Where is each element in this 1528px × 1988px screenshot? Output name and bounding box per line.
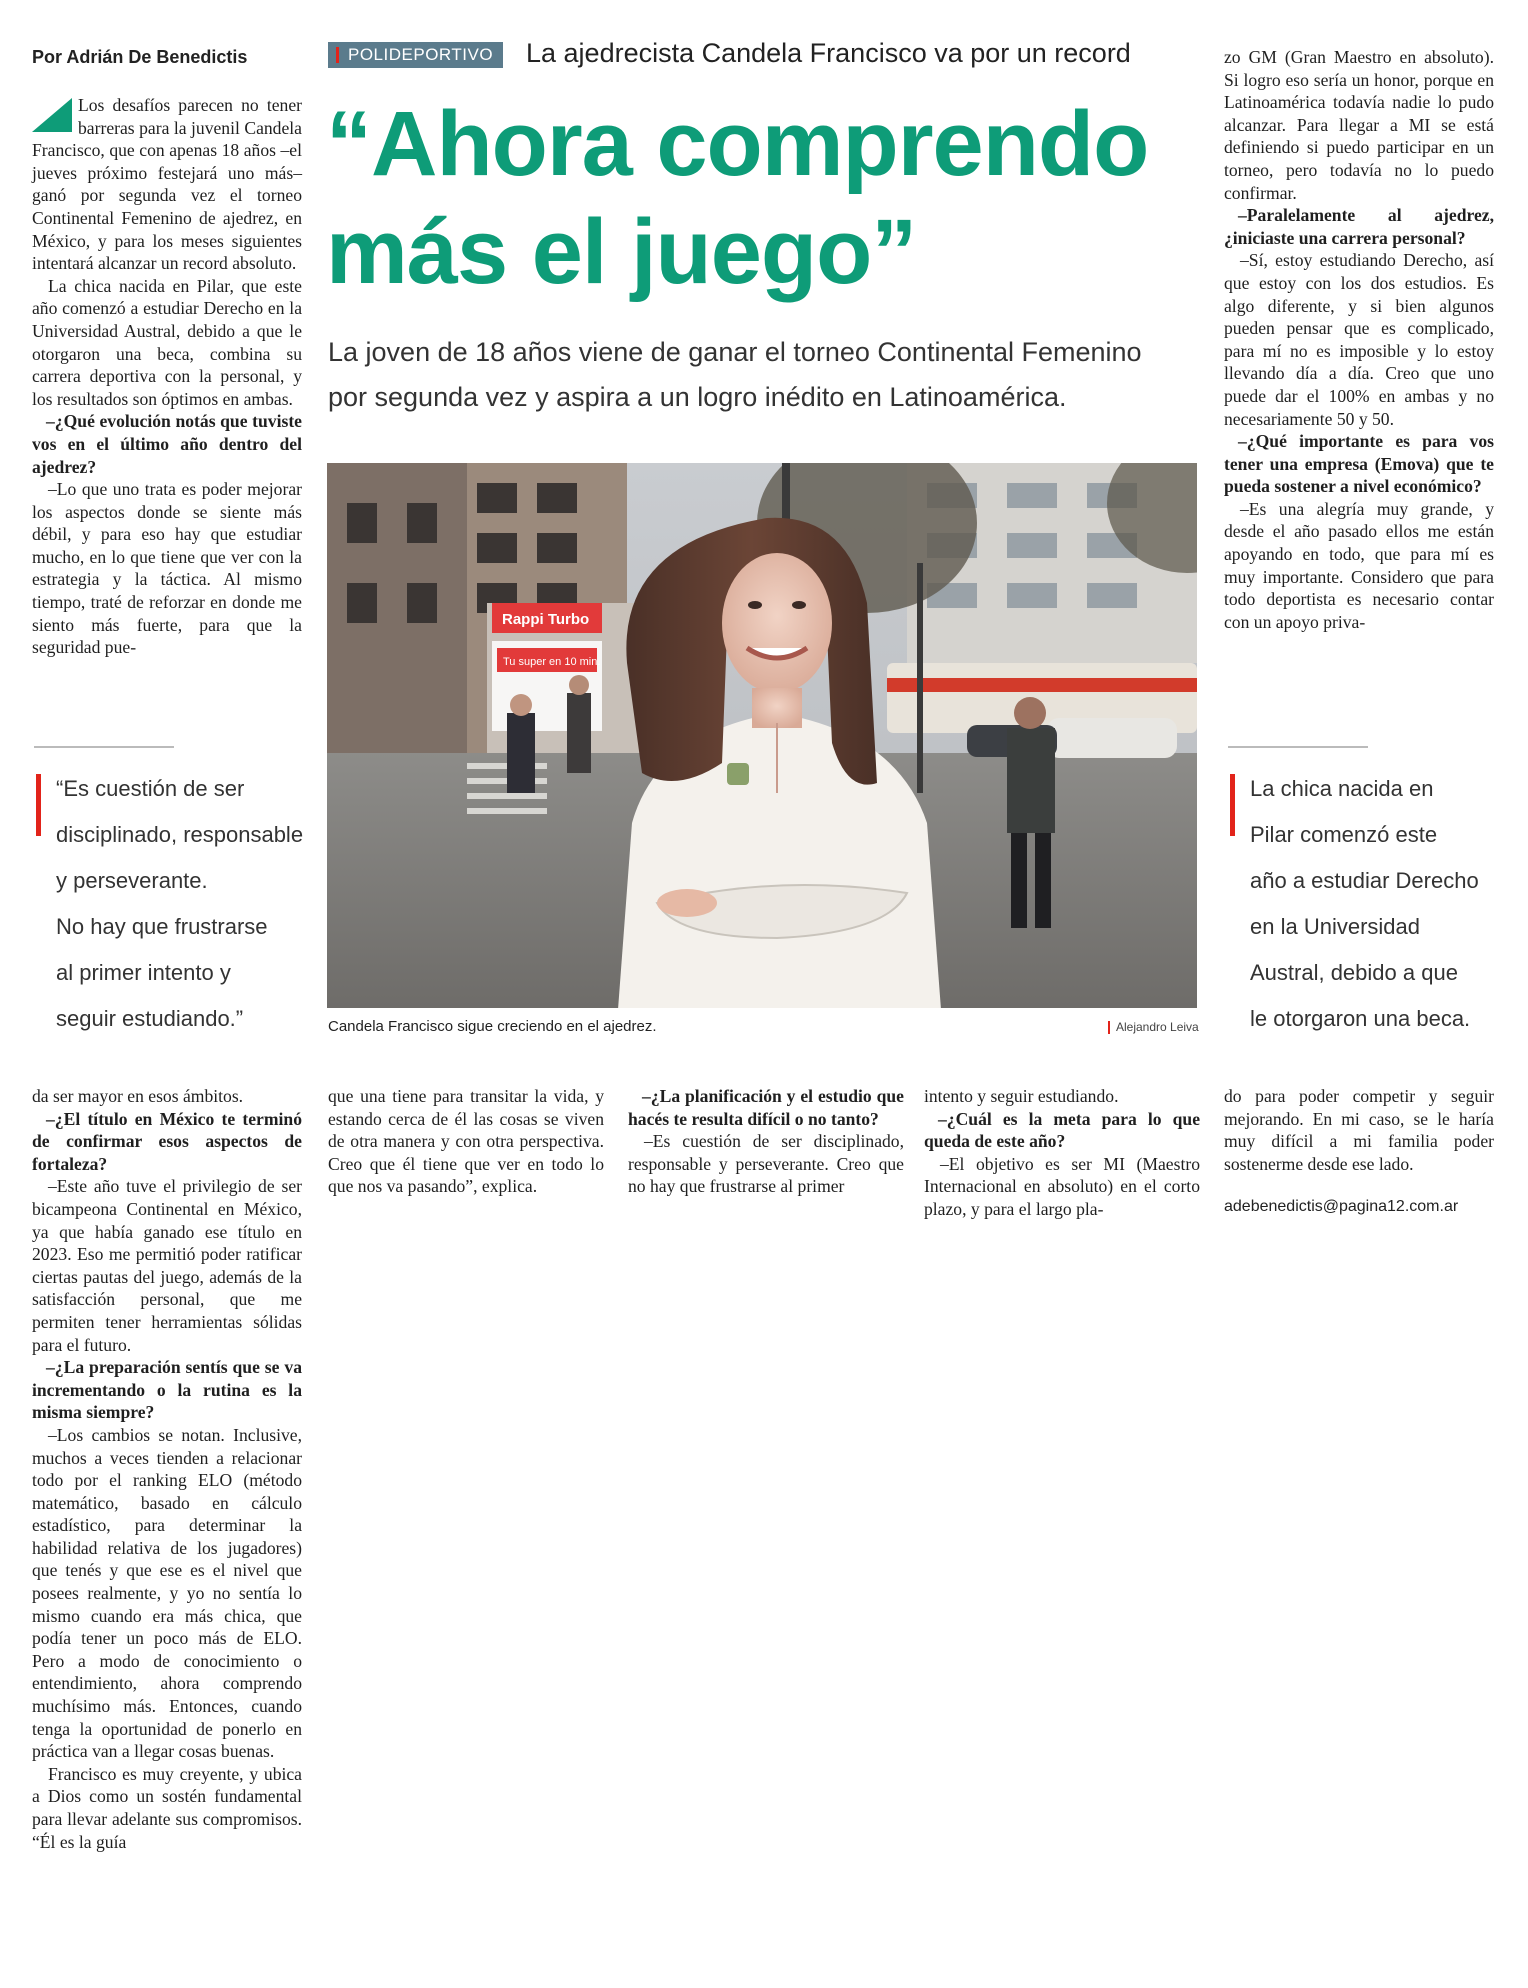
pullquote-left-line: al primer intento y (56, 960, 231, 985)
pullquote-right-bar (1230, 774, 1235, 836)
subhead-line-1: La joven de 18 años viene de ganar el torneo Continental Femenino (328, 337, 1142, 367)
section-tag (328, 42, 503, 68)
body-paragraph: Los desafíos parecen no tener barreras para la juvenil Candela Francisco, que con apenas 18 años –el jueves próximo festejará uno más– ganó por segunda vez el torneo Continental Femenino de ajedrez, en México, y para los meses siguientes intentará alcanzar un record absoluto. (32, 95, 302, 274)
headline (326, 90, 1206, 306)
column-2-bottom (328, 1085, 604, 1198)
pullquote-right-rule (1228, 746, 1368, 748)
byline: Por Adrián De Benedictis (32, 47, 248, 67)
column-4-bottom-body (924, 1085, 1200, 1221)
interview-question: –¿Qué importante es para vos tener una empresa (Emova) que te pueda sostener a nivel económico? (1224, 431, 1494, 497)
pullquote-left-line: “Es cuestión de ser (56, 776, 245, 801)
interview-question: –¿La preparación sentís que se va incrementando o la rutina es la misma siempre? (32, 1357, 302, 1423)
interview-question: –¿La planificación y el estudio que hacés te resulta difícil o no tanto? (628, 1086, 904, 1129)
subhead (328, 330, 1188, 420)
column-4-bottom (924, 1085, 1200, 1221)
headline-line-2: más el juego” (326, 201, 917, 303)
interview-question: –¿El título en México te terminó de confirmar esos aspectos de fortaleza? (32, 1108, 302, 1174)
pullquote-left-line: No hay que frustrarse (56, 914, 268, 939)
pullquote-left (56, 766, 316, 1042)
body-paragraph: –Es cuestión de ser disciplinado, responsable y perseverante. Creo que no hay que frustrarse al primer (628, 1131, 904, 1197)
kicker: La ajedrecista Candela Francisco va por un record (526, 38, 1131, 68)
interview-question: –¿Cuál es la meta para lo que queda de este año? (924, 1108, 1200, 1152)
photo-credit-name: Alejandro Leiva (1116, 1020, 1199, 1034)
pullquote-left-line: y perseverante. (56, 868, 208, 893)
body-paragraph: intento y seguir estudiando. (924, 1086, 1119, 1106)
pullquote-left-rule (34, 746, 174, 748)
column-5-bottom (1224, 1085, 1494, 1175)
pullquote-right-line: le otorgaron una beca. (1250, 1006, 1471, 1031)
column-3-bottom-body (628, 1085, 904, 1198)
column-5-top-body (1224, 46, 1494, 633)
body-paragraph: –Los cambios se notan. Inclusive, muchos a veces tienden a relacionar todo por el ranking ELO (método matemático, basado en cálculo estadístico, para determinar la habilidad relativa de los jugadores) que tenés y que ese es el nivel que posees realmente, y yo no sentía lo mismo cuando era más chica, que podía tener un poco más de ELO. Pero a modo de conocimiento o entendimiento, ahora comprendo muchísimo más. Entonces, cuando tenga la oportunidad de ponerlo en práctica van a llegar cosas buenas. (32, 1424, 302, 1762)
body-paragraph: La chica nacida en Pilar, que este año comenzó a estudiar Derecho en la Universidad Austral, debido a que le otorgaron una beca, combina su carrera deportiva con la personal, y los resultados son óptimos en ambas. (32, 275, 302, 409)
pullquote-left-bar (36, 774, 41, 836)
author-email: adebenedictis@pagina12.com.ar (1224, 1198, 1459, 1215)
pullquote-right-line: en la Universidad (1250, 914, 1420, 939)
pullquote-right-line: año a estudiar Derecho (1250, 868, 1479, 893)
body-paragraph: –Lo que uno trata es poder mejorar los aspectos donde se siente más débil, y para eso hay que estudiar mucho, en lo que tiene que ver con la estrategia y la táctica. Al mismo tiempo, traté de reforzar en donde me siento más fuerte, para que la seguridad pue- (32, 479, 302, 658)
section-label: POLIDEPORTIVO (348, 45, 494, 64)
pullquote-right-line: La chica nacida en (1250, 776, 1434, 801)
pullquote-right-line: Austral, debido a que (1250, 960, 1458, 985)
body-paragraph: Francisco es muy creyente, y ubica a Dios como un sostén fundamental para llevar adelante sus compromisos. “Él es la guía (32, 1763, 302, 1852)
body-paragraph: da ser mayor en esos ámbitos. (32, 1086, 244, 1106)
dropcap-triangle-icon (32, 98, 72, 132)
headline-line-1: “Ahora comprendo (326, 93, 1149, 195)
column-5-bottom-body (1224, 1085, 1494, 1175)
pullquote-left-line: disciplinado, responsable (56, 822, 304, 847)
body-paragraph: zo GM (Gran Maestro en absoluto). Si logro eso sería un honor, porque en Latinoamérica todavía nadie lo pudo alcanzar. Para llegar a MI se está definiendo si puedo participar en un torneo, pero todavía no lo puedo confirmar. (1224, 47, 1494, 203)
store-promo: Tu super en 10 min. (503, 656, 601, 668)
column-1-bottom-body (32, 1085, 302, 1853)
body-paragraph: –Sí, estoy estudiando Derecho, así que estoy con los dos estudios. Es algo diferente, y si bien algunos pueden pensar que es complicado, para mí no es imposible y lo estoy llevando día a día. Creo que uno puede dar el 100% en ambas y no necesariamente 50 y 50. (1224, 250, 1494, 429)
pullquote-left-line: seguir estudiando.” (56, 1006, 244, 1031)
body-paragraph: do para poder competir y seguir mejorando. En mi caso, se le haría muy difícil a mi familia poder sostenerme desde ese lado. (1224, 1086, 1494, 1174)
column-3-bottom (628, 1085, 904, 1198)
pullquote-right (1250, 766, 1510, 1042)
column-1-top-body (32, 94, 302, 659)
pullquote-right-line: Pilar comenzó este (1250, 822, 1438, 847)
column-5-top (1224, 46, 1494, 633)
section-marker-icon (336, 47, 339, 63)
photo-illustration (327, 463, 1197, 1008)
body-paragraph: –El objetivo es ser MI (Maestro Internacional en absoluto) en el corto plazo, y para el largo pla- (924, 1153, 1200, 1219)
photo-credit (1108, 1020, 1199, 1034)
photo-caption: Candela Francisco sigue creciendo en el ajedrez. (328, 1018, 657, 1035)
interview-question: –Paralelamente al ajedrez, ¿iniciaste una carrera personal? (1224, 205, 1494, 248)
body-paragraph: –Es una alegría muy grande, y desde el año pasado ellos me están apoyando en todo, que para mí es muy importante. Considero que para todo deportista es necesario contar con un apoyo priva- (1224, 498, 1494, 632)
body-paragraph: –Este año tuve el privilegio de ser bicampeona Continental en México, ya que había ganado ese título en 2023. Eso me permitió poder ratificar ciertas pautas del juego, además de la satisfacción personal, que me permiten tener herramientas sólidas para el futuro. (32, 1176, 302, 1355)
interview-question: –¿Qué evolución notás que tuviste vos en el último año dentro del ajedrez? (32, 411, 302, 477)
credit-marker-icon (1108, 1021, 1110, 1034)
column-1-top (32, 94, 302, 659)
column-1-bottom (32, 1085, 302, 1853)
store-sign: Rappi Turbo (502, 611, 590, 628)
body-paragraph: que una tiene para transitar la vida, y estando cerca de él las cosas se viven de otra manera y con otra perspectiva. Creo que él tiene que ver en todo lo que nos va pasando”, explica. (328, 1086, 604, 1197)
column-2-bottom-body (328, 1085, 604, 1198)
subhead-line-2: por segunda vez y aspira a un logro inédito en Latinoamérica. (328, 382, 1067, 412)
article-photo (327, 463, 1197, 1008)
